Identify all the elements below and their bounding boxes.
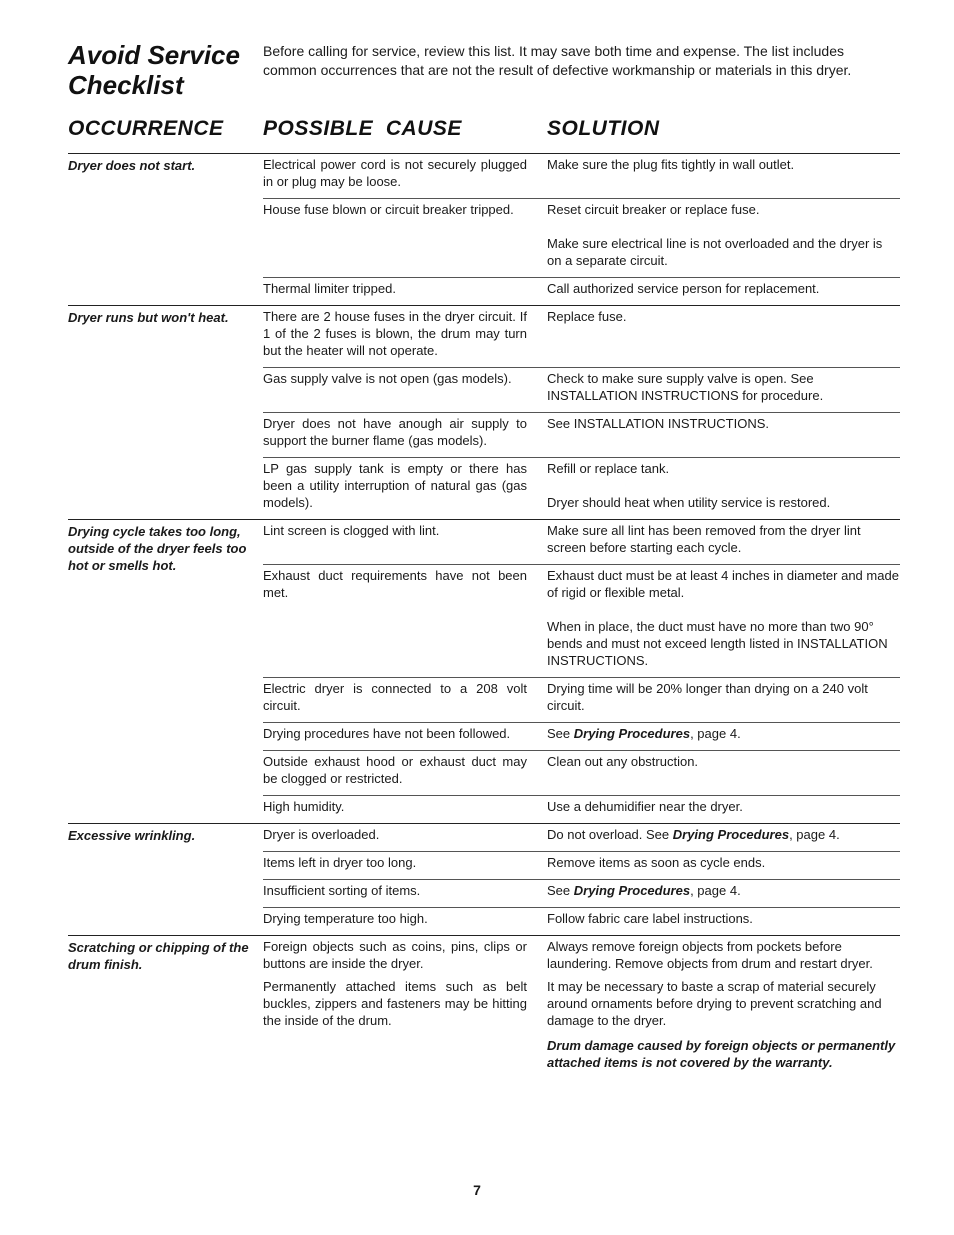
table-row [263,824,900,852]
solution-text [547,522,900,556]
solution-text-part: Make sure all lint has been removed from the dryer lint screen before starting each cycle. [547,523,861,555]
warranty-warning: Drum damage caused by foreign objects or permanently attached items is not covered by the warranty. [547,1038,896,1070]
solution-text [547,201,900,218]
solution-text [547,370,900,404]
solution-text-part: Make sure electrical line is not overloaded and the dryer is on a separate circuit. [547,236,883,268]
solution-text [547,415,900,432]
solution [547,368,900,412]
solution [547,796,900,823]
occurrence-group [68,306,900,520]
table-row [263,565,900,678]
possible-cause [263,199,547,277]
cause-text: Electric dryer is connected to a 208 volt circuit. [263,681,527,713]
possible-cause [263,520,547,564]
cause-solution-rows [263,520,900,823]
table-row [263,520,900,565]
table-row [263,413,900,458]
possible-cause [263,154,547,198]
solution [547,199,900,277]
cause-text: Outside exhaust hood or exhaust duct may be clogged or restricted. [263,754,527,786]
table-row [263,154,900,199]
occurrence-label: Scratching or chipping of the drum finish. [68,940,249,972]
solution-text-part: Refill or replace tank. [547,461,670,476]
page-number: 7 [473,1182,481,1198]
occurrence-group [68,154,900,306]
table-row [263,936,900,1079]
table-row [263,852,900,880]
solution-text-part: See [547,726,574,741]
possible-cause [263,413,547,457]
solution [547,458,900,519]
cause-text: House fuse blown or circuit breaker tripped. [263,202,514,217]
table-row [263,306,900,368]
solution [547,678,900,722]
table-row [263,278,900,305]
possible-cause [263,852,547,879]
solution-text-part: Use a dehumidifier near the dryer. [547,799,743,814]
occurrence-group [68,520,900,824]
cause-text: Lint screen is clogged with lint. [263,523,440,538]
solution-text-part: Replace fuse. [547,309,627,324]
table-row [263,678,900,723]
occurrence-label: Dryer runs but won't heat. [68,310,229,325]
possible-cause [263,458,547,519]
possible-cause [263,908,547,935]
solution-text-part: Exhaust duct must be at least 4 inches in diameter and made of rigid or flexible metal. [547,568,899,600]
table-row [263,796,900,823]
solution-text-part: Follow fabric care label instructions. [547,911,753,926]
solution-text [547,567,900,601]
solution [547,565,900,677]
possible-cause [263,565,547,677]
table-row [263,458,900,519]
cause-solution-rows [263,306,900,519]
table-row [263,880,900,908]
solution [547,723,900,750]
column-header-cause: POSSIBLE CAUSE [263,117,462,140]
cause-solution-rows [263,154,900,305]
possible-cause [263,278,547,305]
solution [547,154,900,198]
possible-cause [263,796,547,823]
cause-text: Foreign objects such as coins, pins, clips or buttons are inside the dryer. [263,939,527,971]
solution-text-part: Do not overload. See [547,827,673,842]
solution-text-part: Drying time will be 20% longer than drying on a 240 volt circuit. [547,681,868,713]
solution-text-part: See INSTALLATION INSTRUCTIONS. [547,416,770,431]
solution-text [547,826,900,843]
procedure-reference: Drying Procedures [672,827,790,842]
solution-text-part: Remove items as soon as cycle ends. [547,855,766,870]
solution-text [547,978,900,1029]
possible-cause [263,936,547,1079]
cause-text: Insufficient sorting of items. [263,883,421,898]
solution-text-part: When in place, the duct must have no more than two 90° bends and must not exceed length listed in INSTALLATION INSTRUCTIONS. [547,619,888,668]
solution [547,852,900,879]
solution-text-part: , page 4. [789,827,840,842]
solution-text-part: Dryer should heat when utility service is restored. [547,495,831,510]
table-row [263,908,900,935]
possible-cause [263,678,547,722]
possible-cause [263,824,547,851]
solution-text [547,910,900,927]
table-row [263,751,900,796]
cause-text: Dryer does not have anough air supply to support the burner flame (gas models). [263,416,527,448]
solution-text [547,280,900,297]
cause-text: Drying procedures have not been followed. [263,726,511,741]
solution-text [547,156,900,173]
solution-text [547,618,900,669]
intro-paragraph: Before calling for service, review this list. It may save both time and expense. The list includes common occurrences that are not the result of defective workmanship or materials in this dryer. [263,43,852,78]
table-row [263,723,900,751]
possible-cause [263,306,547,367]
solution [547,751,900,795]
occurrence-label: Excessive wrinkling. [68,828,196,843]
solution [547,278,900,305]
solution-text-part: It may be necessary to baste a scrap of material securely around ornaments before drying to prevent scratching and damage to the dryer. [547,979,882,1028]
cause-text: High humidity. [263,799,345,814]
solution-text-part: Check to make sure supply valve is open. See INSTALLATION INSTRUCTIONS for procedure. [547,371,824,403]
possible-cause [263,880,547,907]
occurrence-label: Dryer does not start. [68,158,196,173]
solution-text [547,460,900,477]
solution-text [547,725,900,742]
cause-text: Permanently attached items such as belt buckles, zippers and fasteners may be hitting the inside of the drum. [263,979,527,1028]
cause-text: Electrical power cord is not securely plugged in or plug may be loose. [263,157,527,189]
solution-text-part: , page 4. [690,726,741,741]
cause-text: There are 2 house fuses in the dryer circuit. If 1 of the 2 fuses is blown, the drum may turn but the heater will not operate. [263,309,527,358]
cause-solution-rows [263,824,900,935]
table-row [263,199,900,278]
solution [547,936,900,1079]
solution [547,824,900,851]
occurrence-group [68,936,900,1079]
solution-text-part: , page 4. [690,883,741,898]
solution-text [547,494,900,511]
cause-text: Drying temperature too high. [263,911,428,926]
procedure-reference: Drying Procedures [573,883,691,898]
page-title: Avoid Service Checklist [68,40,240,100]
solution-text [547,308,900,325]
solution-text [547,798,900,815]
solution [547,413,900,457]
solution-text-part: Make sure the plug fits tightly in wall outlet. [547,157,795,172]
column-header-occurrence: OCCURRENCE [68,117,224,140]
solution [547,520,900,564]
solution-text-part: Clean out any obstruction. [547,754,699,769]
occurrence-label: Drying cycle takes too long, outside of the dryer feels too hot or smells hot. [68,524,247,573]
solution [547,880,900,907]
procedure-reference: Drying Procedures [573,726,691,741]
cause-text: Items left in dryer too long. [263,855,417,870]
solution-text-part: Call authorized service person for replacement. [547,281,820,296]
cause-solution-rows [263,936,900,1079]
solution-text [547,680,900,714]
cause-text: Exhaust duct requirements have not been met. [263,568,527,600]
possible-cause [263,368,547,412]
solution-text-part: Reset circuit breaker or replace fuse. [547,202,760,217]
column-header-solution: SOLUTION [547,117,660,140]
solution-text [547,753,900,770]
solution-text-part: See [547,883,574,898]
solution-text [547,882,900,899]
possible-cause [263,723,547,750]
cause-text: Thermal limiter tripped. [263,281,396,296]
solution-text-part: Always remove foreign objects from pockets before laundering. Remove objects from drum and restart dryer. [547,939,873,971]
possible-cause [263,751,547,795]
cause-text: LP gas supply tank is empty or there has been a utility interruption of natural gas (gas models). [263,461,527,510]
checklist-table [68,153,900,1079]
solution [547,306,900,367]
solution-text [547,235,900,269]
solution-text [547,938,900,972]
solution-text [547,854,900,871]
solution [547,908,900,935]
cause-text: Dryer is overloaded. [263,827,380,842]
table-row [263,368,900,413]
cause-text: Gas supply valve is not open (gas models). [263,371,512,386]
occurrence-group [68,824,900,936]
